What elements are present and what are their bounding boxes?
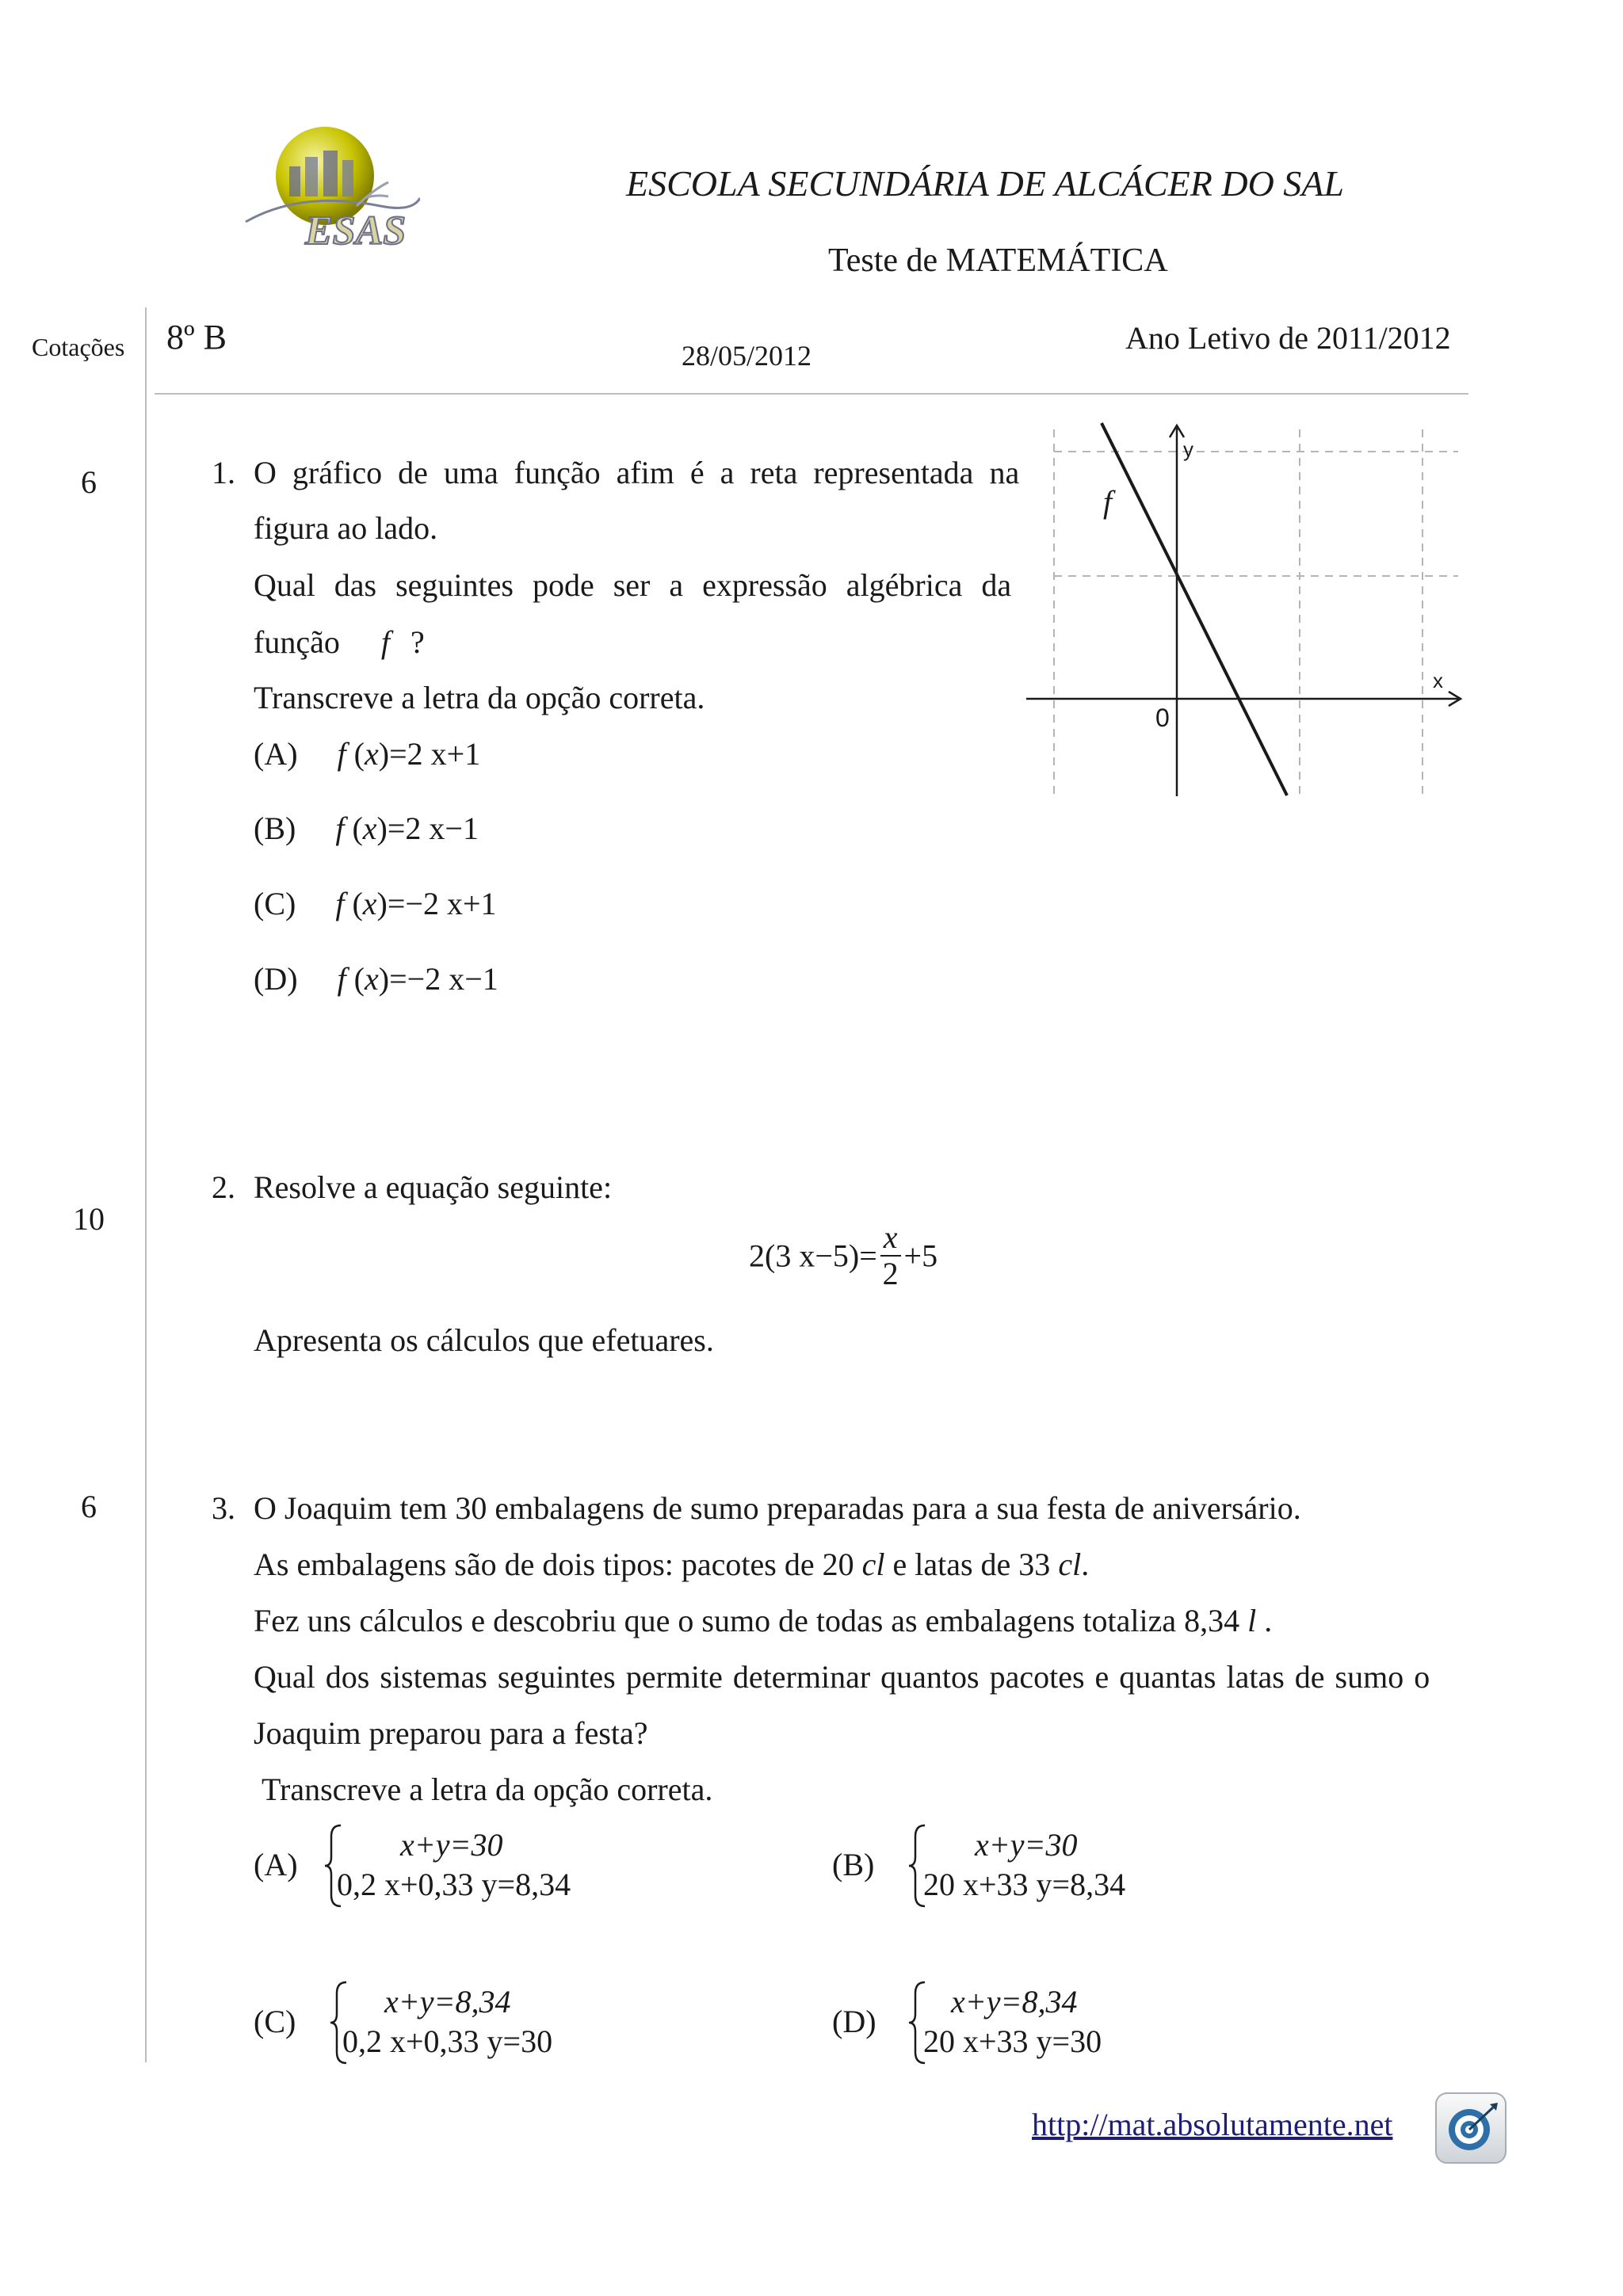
q2-lhs: 2(3 x−5)= bbox=[749, 1238, 877, 1274]
test-title: Teste de MATEMÁTICA bbox=[828, 242, 1168, 279]
q3-option-d-eq2: 20 x+33 y=30 bbox=[923, 2023, 1102, 2059]
school-name: ESCOLA SECUNDÁRIA DE ALCÁCER DO SAL bbox=[626, 163, 1344, 204]
q1-option-c: (C) f (x)=−2 x+1 bbox=[254, 886, 497, 921]
q1-graph-origin: 0 bbox=[1155, 704, 1170, 732]
q1-graph-y-label: y bbox=[1183, 437, 1193, 461]
q1-option-c-label: (C) bbox=[254, 886, 296, 921]
q1-fname-d: f bbox=[337, 961, 346, 997]
q1-score: 6 bbox=[81, 464, 97, 500]
logo-text: ESAS bbox=[305, 208, 407, 254]
q3-line-6: Transcreve a letra da opção correta. bbox=[262, 1772, 713, 1807]
q1-fname: f bbox=[380, 624, 390, 660]
q1-graph bbox=[1014, 420, 1466, 808]
q1-line-3: Qual das seguintes pode ser a expressão algébrica da bbox=[254, 567, 1012, 603]
q2-frac-num: x bbox=[880, 1220, 901, 1257]
q3-line-3 bbox=[254, 1602, 1272, 1639]
q2-frac-den: 2 bbox=[882, 1256, 899, 1291]
q2-score: 10 bbox=[73, 1201, 105, 1237]
q1-fname-a: f bbox=[337, 736, 346, 772]
q3-line-3-end: . bbox=[1256, 1603, 1273, 1638]
q3-option-c-eq1: x+y=8,34 bbox=[384, 1984, 511, 2019]
q3-option-b-label: (B) bbox=[832, 1847, 875, 1882]
q1-option-b: (B) f (x)=2 x−1 bbox=[254, 810, 479, 846]
q1-line-4-text: função bbox=[254, 624, 340, 660]
q3-score: 6 bbox=[81, 1489, 97, 1524]
q1-option-a-expr: =2 x+1 bbox=[389, 736, 481, 772]
q1-option-a: (A) f (x)=2 x+1 bbox=[254, 736, 481, 772]
q3-option-b-eq2: 20 x+33 y=8,34 bbox=[923, 1867, 1126, 1902]
q3-option-a bbox=[254, 1822, 666, 1909]
q1-option-b-expr: =2 x−1 bbox=[387, 810, 479, 846]
q3-line-1: O Joaquim tem 30 embalagens de sumo preparadas para a sua festa de aniversário. bbox=[254, 1490, 1301, 1526]
q1-graph-x-label: x bbox=[1433, 669, 1443, 692]
q3-option-d-eq1: x+y=8,34 bbox=[951, 1984, 1078, 2019]
q3-line-4: Qual dos sistemas seguintes permite determinar quantos pacotes e quantas latas de sumo o bbox=[254, 1659, 1430, 1695]
cotacoes-label: Cotações bbox=[32, 333, 125, 361]
q3-line-2-a: As embalagens são de dois tipos: pacotes de 20 bbox=[254, 1547, 862, 1582]
q3-option-d-label: (D) bbox=[832, 2004, 876, 2039]
q3-line-5: Joaquim preparou para a festa? bbox=[254, 1715, 648, 1751]
q1-line-5: Transcreve a letra da opção correta. bbox=[254, 680, 705, 715]
q3-number: 3. bbox=[212, 1490, 235, 1526]
q2-number: 2. bbox=[212, 1169, 235, 1205]
target-icon bbox=[1433, 2090, 1509, 2166]
q1-option-d: (D) f (x)=−2 x−1 bbox=[254, 961, 498, 997]
q3-option-d bbox=[832, 1979, 1244, 2066]
q1-qmark: ? bbox=[410, 624, 425, 660]
q1-option-b-label: (B) bbox=[254, 810, 296, 846]
q1-option-a-label: (A) bbox=[254, 736, 298, 772]
school-logo bbox=[238, 119, 420, 261]
q2-footer: Apresenta os cálculos que efetuares. bbox=[254, 1322, 714, 1358]
left-margin-line bbox=[145, 307, 147, 2062]
q3-line-2 bbox=[254, 1546, 1089, 1583]
q3-unit-l: l bbox=[1247, 1603, 1257, 1638]
q1-fname-b: f bbox=[335, 810, 345, 846]
q1-option-d-label: (D) bbox=[254, 961, 298, 997]
q3-option-a-eq2: 0,2 x+0,33 y=8,34 bbox=[337, 1867, 571, 1902]
q1-line-f bbox=[1102, 423, 1287, 795]
q2-rhs: +5 bbox=[903, 1238, 938, 1274]
q3-option-a-label: (A) bbox=[254, 1847, 298, 1882]
q3-option-c-eq2: 0,2 x+0,33 y=30 bbox=[342, 2023, 553, 2059]
q3-unit-cl-1: cl bbox=[861, 1547, 885, 1582]
q3-option-c-label: (C) bbox=[254, 2004, 296, 2039]
footer-link[interactable]: http://mat.absolutamente.net bbox=[1032, 2107, 1393, 2142]
q1-option-c-expr: =−2 x+1 bbox=[387, 886, 497, 921]
q1-option-d-expr: =−2 x−1 bbox=[389, 961, 498, 997]
header-divider bbox=[155, 393, 1468, 395]
q1-line-4 bbox=[254, 624, 425, 661]
q3-unit-cl-2: cl bbox=[1058, 1547, 1082, 1582]
q3-line-2-end: . bbox=[1081, 1547, 1090, 1582]
q3-option-b bbox=[832, 1822, 1244, 1909]
q2-equation bbox=[749, 1220, 938, 1291]
q1-line-2: figura ao lado. bbox=[254, 510, 438, 546]
q3-option-b-eq1: x+y=30 bbox=[975, 1827, 1078, 1863]
q3-option-a-eq1: x+y=30 bbox=[400, 1827, 503, 1863]
q1-number: 1. bbox=[212, 455, 235, 490]
q2-prompt: Resolve a equação seguinte: bbox=[254, 1169, 613, 1205]
q3-line-3-a: Fez uns cálculos e descobriu que o sumo de todas as embalagens totaliza 8,34 bbox=[254, 1603, 1248, 1638]
test-date: 28/05/2012 bbox=[682, 340, 812, 372]
q1-graph-f-label: f bbox=[1103, 484, 1113, 520]
q1-fname-c: f bbox=[335, 886, 345, 921]
q1-line-1: O gráfico de uma função afim é a reta representada na bbox=[254, 455, 1020, 490]
q3-option-c bbox=[254, 1979, 666, 2066]
school-year: Ano Letivo de 2011/2012 bbox=[1125, 320, 1451, 356]
q3-line-2-b: e latas de 33 bbox=[884, 1547, 1059, 1582]
class-label: 8º B bbox=[166, 318, 227, 357]
